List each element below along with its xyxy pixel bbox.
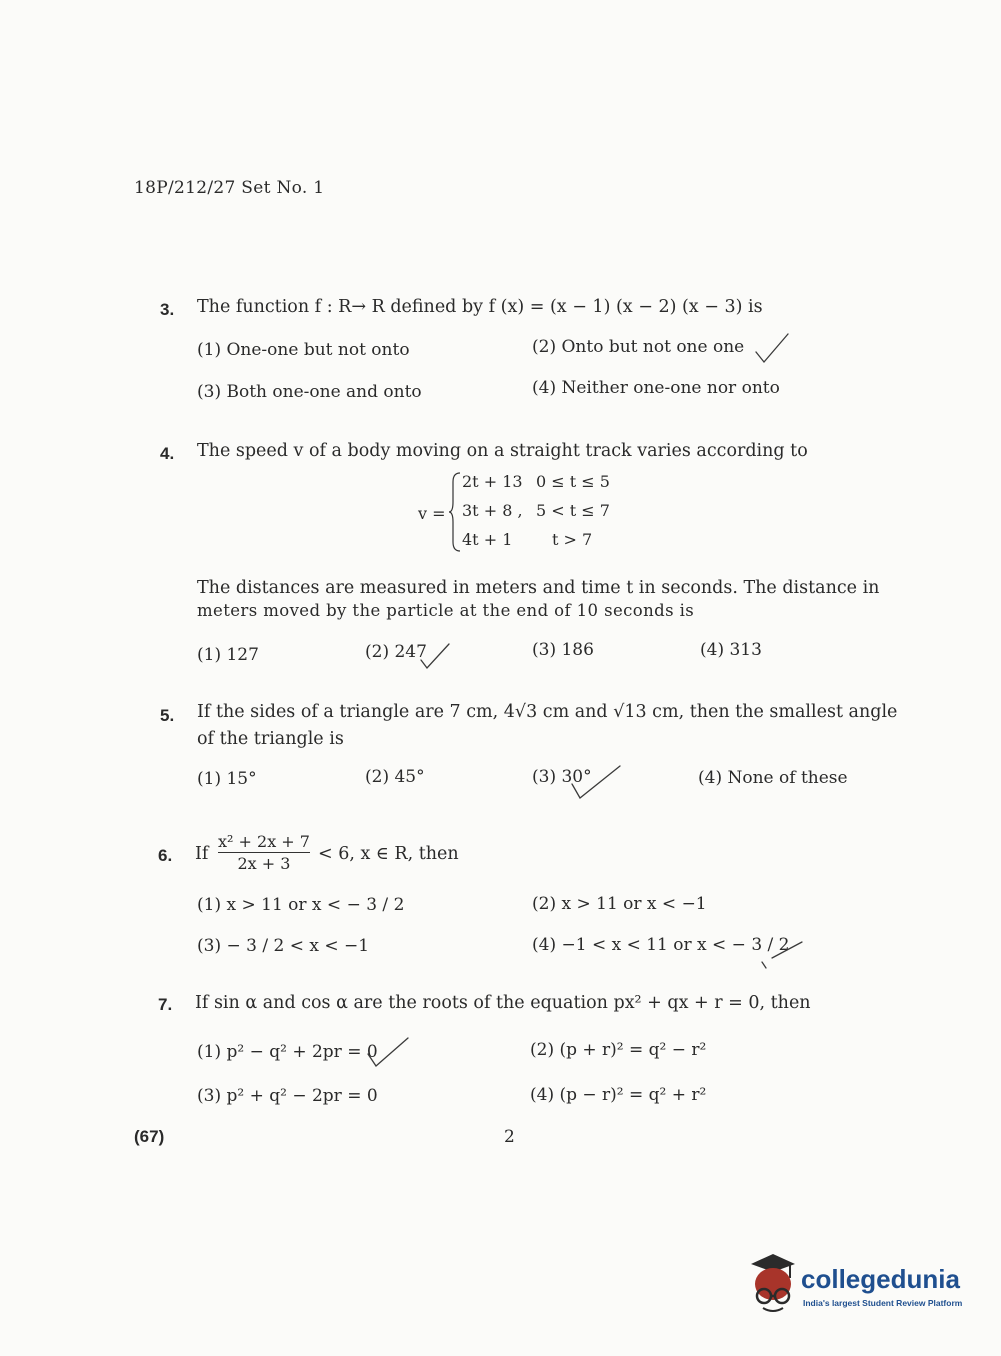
question-4-option-3: (3) 186 bbox=[532, 640, 594, 660]
question-4-option-1: (1) 127 bbox=[197, 645, 259, 665]
question-6-fraction bbox=[218, 832, 310, 873]
question-3-option-4: (4) Neither one-one nor onto bbox=[532, 378, 780, 398]
answer-tick-mark-icon bbox=[566, 762, 622, 802]
question-7-number: 7. bbox=[158, 995, 173, 1014]
question-3-option-2: (2) Onto but not one one bbox=[532, 337, 745, 357]
answer-tick-mark-icon bbox=[752, 330, 792, 366]
question-6-suffix: < 6, x ∈ R, then bbox=[318, 844, 459, 864]
question-6-option-1: (1) x > 11 or x < − 3 / 2 bbox=[197, 895, 405, 915]
mascot-icon bbox=[745, 1250, 801, 1316]
question-5-option-3: (3) 30° bbox=[532, 767, 592, 787]
piecewise-row-3-expr: 4t + 1 bbox=[462, 530, 513, 549]
question-3-option-3: (3) Both one-one and onto bbox=[197, 382, 422, 402]
question-4-number: 4. bbox=[160, 444, 175, 463]
set-code-header: 18P/212/27 Set No. 1 bbox=[134, 178, 325, 198]
piecewise-lhs: v = bbox=[418, 504, 446, 523]
question-5-option-4: (4) None of these bbox=[698, 768, 848, 788]
question-7-option-1: (1) p² − q² + 2pr = 0 bbox=[197, 1042, 378, 1062]
question-5-number: 5. bbox=[160, 706, 175, 725]
question-6-prefix: If bbox=[195, 844, 209, 864]
question-7-option-2: (2) (p + r)² = q² − r² bbox=[530, 1040, 707, 1060]
question-6-option-2: (2) x > 11 or x < −1 bbox=[532, 894, 707, 914]
question-3-number: 3. bbox=[160, 300, 175, 319]
question-6-option-4: (4) −1 < x < 11 or x < − 3 / 2 bbox=[532, 935, 790, 955]
piecewise-row-1-cond: 0 ≤ t ≤ 5 bbox=[536, 472, 610, 491]
fraction-denominator: 2x + 3 bbox=[237, 854, 291, 873]
answer-tick-mark-icon bbox=[756, 936, 804, 970]
question-7-option-3: (3) p² + q² − 2pr = 0 bbox=[197, 1086, 378, 1106]
answer-tick-mark-icon bbox=[364, 1034, 410, 1070]
piecewise-row-3-cond: t > 7 bbox=[552, 530, 593, 549]
question-5-option-2: (2) 45° bbox=[365, 767, 425, 787]
question-6-number: 6. bbox=[158, 846, 173, 865]
fraction-numerator: x² + 2x + 7 bbox=[218, 832, 310, 851]
question-4-text: The speed v of a body moving on a straight track varies according to bbox=[197, 441, 808, 461]
piecewise-row-2-cond: 5 < t ≤ 7 bbox=[536, 501, 610, 520]
piecewise-row-1-expr: 2t + 13 bbox=[462, 472, 523, 491]
logo-tagline: India's largest Student Review Platform bbox=[803, 1298, 963, 1308]
answer-tick-mark-icon bbox=[418, 640, 452, 672]
piecewise-row-2-expr: 3t + 8 , bbox=[462, 501, 523, 520]
collegedunia-logo bbox=[745, 1250, 967, 1320]
question-6-option-3: (3) − 3 / 2 < x < −1 bbox=[197, 936, 370, 956]
question-7-text: If sin α and cos α are the roots of the equation px² + qx + r = 0, then bbox=[195, 993, 811, 1013]
question-3-option-1: (1) One-one but not onto bbox=[197, 340, 410, 360]
question-7-option-4: (4) (p − r)² = q² + r² bbox=[530, 1085, 707, 1105]
fraction-bar bbox=[218, 852, 310, 853]
question-4-option-4: (4) 313 bbox=[700, 640, 762, 660]
question-5-option-1: (1) 15° bbox=[197, 769, 257, 789]
question-4-option-2: (2) 247 bbox=[365, 642, 427, 662]
question-5-text-2: of the triangle is bbox=[197, 729, 344, 749]
page-number: 2 bbox=[504, 1127, 515, 1147]
question-4-text-3: meters moved by the particle at the end of 10 seconds is bbox=[197, 601, 695, 620]
logo-wordmark: collegedunia bbox=[801, 1264, 960, 1294]
question-5-text: If the sides of a triangle are 7 cm, 4√3 cm and √13 cm, then the smallest angle bbox=[197, 702, 898, 722]
left-brace-icon bbox=[448, 472, 462, 552]
question-4-text-2: The distances are measured in meters and time t in seconds. The distance in bbox=[197, 578, 880, 598]
question-3-text: The function f : R→ R defined by f (x) = (x − 1) (x − 2) (x − 3) is bbox=[197, 297, 763, 317]
paper-code-footer: (67) bbox=[134, 1127, 165, 1146]
